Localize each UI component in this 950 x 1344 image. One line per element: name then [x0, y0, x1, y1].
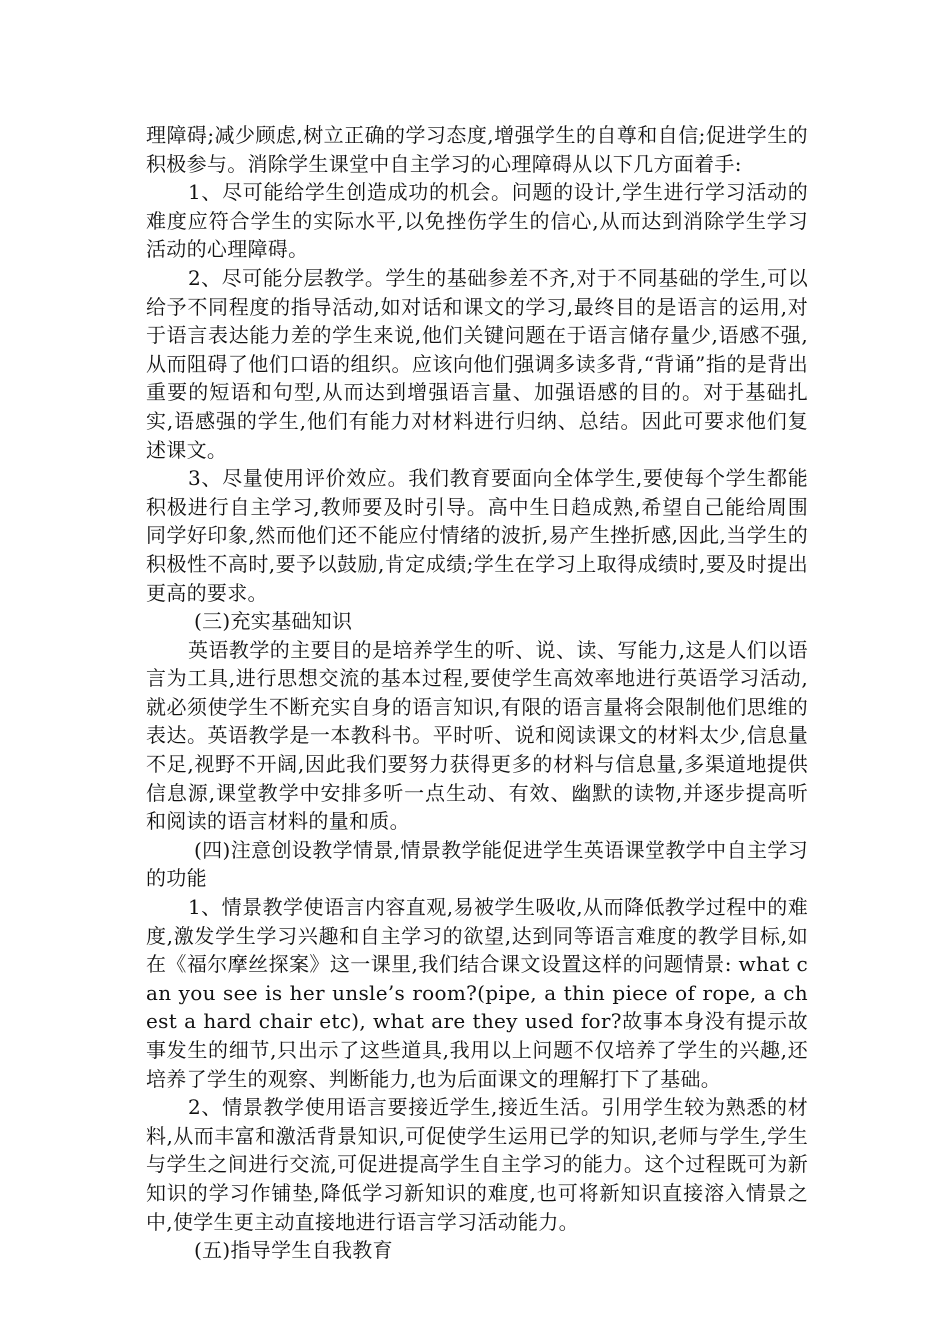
- paragraph-point-1: 1、尽可能给学生创造成功的机会。问题的设计,学生进行学习活动的难度应符合学生的实际水平,以免挫伤学生的信心,从而达到消除学生学习活动的心理障碍。: [146, 180, 808, 262]
- document-body: [146, 121, 808, 1265]
- paragraph-basic-knowledge: 英语教学的主要目的是培养学生的听、说、读、写能力,这是人们以语言为工具,进行思想交流的基本过程,要使学生高效率地进行英语学习活动,就必须使学生不断充实自身的语言知识,有限的语言量将会限制他们思维的表达。英语教学是一本教科书。平时听、说和阅读课文的材料太少,信息量不足,视野不开阔,因此我们要努力获得更多的材料与信息量,多渠道地提供信息源,课堂教学中安排多听一点生动、有效、幽默的读物,并逐步提高听和阅读的语言材料的量和质。: [146, 637, 808, 834]
- paragraph-situational-2: 2、情景教学使用语言要接近学生,接近生活。引用学生较为熟悉的材料,从而丰富和激活背景知识,可促使学生运用已学的知识,老师与学生,学生与学生之间进行交流,可促进提高学生自主学习的能力。这个过程既可为新知识的学习作铺垫,降低学习新知识的难度,也可将新知识直接溶入情景之中,使学生更主动直接地进行语言学习活动能力。: [146, 1095, 808, 1234]
- section-heading-4: (四)注意创设教学情景,情景教学能促进学生英语课堂教学中自主学习的功能: [146, 837, 808, 891]
- paragraph-situational-1: 1、情景教学使语言内容直观,易被学生吸收,从而降低教学过程中的难度,激发学生学习兴趣和自主学习的欲望,达到同等语言难度的教学目标,如在《福尔摩丝探案》这一课里,我们结合课文设置这样的问题情景: what can you see is her unsle’s room?(pipe, a thin piece of rope, a chest a hard chair etc), what are they used for?故事本身没有提示故事发生的细节,只出示了这些道具,我用以上问题不仅培养了学生的兴趣,还培养了学生的观察、判断能力,也为后面课文的理解打下了基础。: [146, 895, 808, 1091]
- paragraph-point-3: 3、尽量使用评价效应。我们教育要面向全体学生,要使每个学生都能积极进行自主学习,教师要及时引导。高中生日趋成熟,希望自己能给周围同学好印象,然而他们还不能应付情绪的波折,易产生挫折感,因此,当学生的积极性不高时,要予以鼓励,肯定成绩;学生在学习上取得成绩时,要及时提出更高的要求。: [146, 466, 808, 605]
- paragraph-point-2: 2、尽可能分层教学。学生的基础参差不齐,对于不同基础的学生,可以给予不同程度的指导活动,如对话和课文的学习,最终目的是语言的运用,对于语言表达能力差的学生来说,他们关键问题在于语言储存量少,语感不强,从而阻碍了他们口语的组织。应该向他们强调多读多背,“背诵”指的是背出重要的短语和句型,从而达到增强语言量、加强语感的目的。对于基础扎实,语感强的学生,他们有能力对材料进行归纳、总结。因此可要求他们复述课文。: [146, 265, 808, 462]
- section-heading-5: (五)指导学生自我教育: [194, 1238, 393, 1263]
- paragraph-continuation: 理障碍;减少顾虑,树立正确的学习态度,增强学生的自尊和自信;促进学生的积极参与。消除学生课堂中自主学习的心理障碍从以下几方面着手:: [146, 123, 808, 176]
- section-heading-3: (三)充实基础知识: [194, 609, 353, 634]
